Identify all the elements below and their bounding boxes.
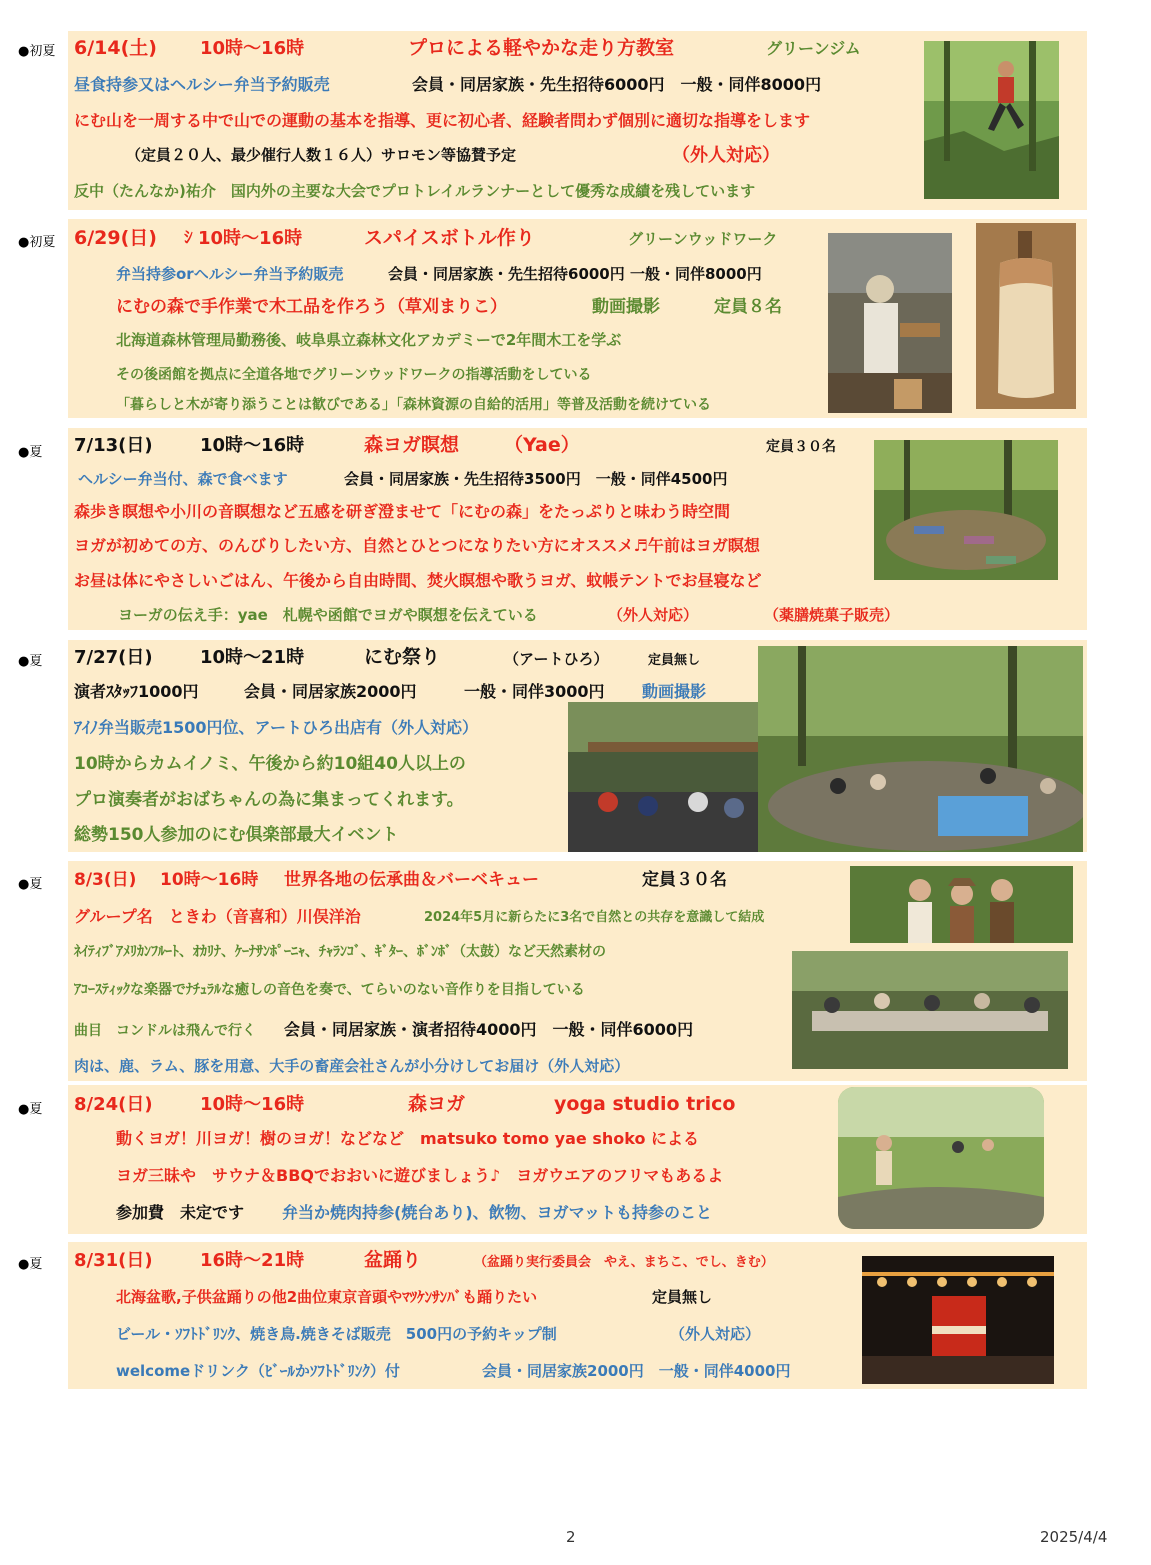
event-line: 昼食持参又はヘルシー弁当予約販売 <box>74 75 330 94</box>
event-line: にむの森で手作業で木工品を作ろう（草刈まりこ） <box>116 297 507 317</box>
event-date: 7/13(日) <box>74 435 153 456</box>
event-line: ヨガが初めての方、のんびりしたい方、自然とひとつになりたい方にオススメ♬午前はヨガ瞑想 <box>74 536 760 555</box>
event-line: ヘルシー弁当付、森で食べます <box>78 470 288 488</box>
event-title: 森ヨガ <box>408 1093 466 1115</box>
event-block <box>68 428 1087 630</box>
festival-crowd-photo <box>758 646 1083 852</box>
event-time: 10時～16時 <box>200 435 305 456</box>
season-label: ●初夏 <box>18 235 56 250</box>
event-block <box>68 1242 1087 1389</box>
event-line: ヨーガの伝え手：yae 札幌や函館でヨガや瞑想を伝えている <box>118 606 538 624</box>
season-label: ●夏 <box>18 1102 43 1117</box>
event-line: 動くヨガ！川ヨガ！樹のヨガ！などなど matsuko tomo yae shoko による <box>116 1129 700 1148</box>
event-note: （外人対応） <box>670 1325 761 1343</box>
event-note: 2024年5月に新らたに3名で自然との共存を意識して結成 <box>424 910 765 925</box>
event-block <box>68 640 1087 852</box>
spice-bottle-photo <box>976 223 1076 409</box>
event-line: にむ山を一周する中で山での運動の基本を指導、更に初心者、経験者問わず個別に適切な指導をします <box>74 111 811 130</box>
event-line: 参加費 未定です <box>116 1203 245 1222</box>
event-block <box>68 1085 1087 1234</box>
event-title: プロによる軽やかな走り方教室 <box>408 37 675 59</box>
event-line: 肉は、鹿、ラム、豚を用意、大手の畜産会社さんが小分けしてお届け（外人対応） <box>74 1057 630 1075</box>
event-capacity: 定員３０名 <box>642 870 727 890</box>
event-line: 総勢150人参加のにむ倶楽部最大イベント <box>74 825 399 845</box>
event-note: 弁当か焼肉持参(焼台あり)、飲物、ヨガマットも持参のこと <box>282 1203 712 1222</box>
season-label: ●夏 <box>18 654 43 669</box>
event-line: 曲目 コンドルは飛んで行く <box>74 1023 256 1039</box>
event-line: 森歩き瞑想や小川の音瞑想など五感を研ぎ澄ませて「にむの森」をたっぷりと味わう時空間 <box>74 502 731 521</box>
event-date: 8/24(日) <box>74 1094 153 1115</box>
season-label: ●初夏 <box>18 44 56 59</box>
festival-stage-photo <box>568 702 760 852</box>
event-note: 動画撮影 <box>642 682 707 701</box>
event-line: 反中（たんなか)祐介 国内外の主要な大会でプロトレイルランナーとして優秀な成績を残しています <box>74 182 756 200</box>
event-host: yoga studio trico <box>554 1093 736 1115</box>
season-label: ●夏 <box>18 1257 43 1272</box>
event-date: 8/3(日) <box>74 870 137 890</box>
event-host: グリーンジム <box>766 39 861 58</box>
river-yoga-photo <box>838 1087 1044 1229</box>
event-note: （外人対応） <box>608 606 699 624</box>
event-mark: ｼ <box>184 228 193 248</box>
event-line: グループ名 ときわ（音喜和）川俣洋治 <box>74 907 361 926</box>
event-capacity: 定員無し <box>648 653 701 668</box>
event-date: 6/14(土) <box>74 37 157 59</box>
event-line: ｱｺｰｽﾃｨｯｸな楽器でﾅﾁｭﾗﾙな癒しの音色を奏で、てらいのない音作りを目指している <box>74 982 585 998</box>
event-block <box>68 861 1087 1081</box>
season-label: ●夏 <box>18 445 43 460</box>
event-line: 北海盆歌,子供盆踊りの他2曲位東京音頭やﾏﾂｹﾝｻﾝﾊﾞも踊りたい <box>116 1288 538 1306</box>
event-price: 会員・同居家族2000円 <box>244 682 417 701</box>
document-date: 2025/4/4 <box>1040 1528 1108 1546</box>
event-note: （外人対応） <box>672 145 780 166</box>
event-host: （盆踊り実行委員会 やえ、まちこ、でし、きむ） <box>474 1255 774 1270</box>
event-line: プロ演奏者がおばちゃんの為に集まってくれます。 <box>74 790 464 810</box>
event-note: （薬膳焼菓子販売） <box>764 606 900 624</box>
event-date: 8/31(日) <box>74 1250 153 1271</box>
event-line: （定員２０人、最少催行人数１６人）サロモン等協賛予定 <box>126 146 517 164</box>
event-price: 一般・同伴3000円 <box>464 682 605 701</box>
event-title: 盆踊り <box>364 1249 422 1271</box>
event-price: 会員・同居家族2000円 一般・同伴4000円 <box>482 1362 791 1380</box>
event-time: 10時～16時 <box>198 228 303 249</box>
event-line: 「暮らしと木が寄り添うことは歓びである」「森林資源の自給的活用」等普及活動を続けている <box>116 397 711 413</box>
event-host: （アートひろ） <box>504 650 609 668</box>
event-host: グリーンウッドワーク <box>628 230 778 248</box>
event-capacity: 定員３０名 <box>766 439 836 455</box>
event-line: ﾈｲﾃｨﾌﾞｱﾒﾘｶﾝﾌﾙｰﾄ、ｵｶﾘﾅ、ｹｰﾅｻﾝﾎﾟｰﾆｬ、ﾁｬﾗﾝｺﾞ、ｷﾞﾀｰ、ﾎﾞﾝﾎﾞ（太鼓）など天然素材の <box>74 944 606 960</box>
trail-runner-photo <box>924 41 1059 199</box>
event-line: ビール・ｿﾌﾄﾄﾞﾘﾝｸ、焼き鳥.焼きそば販売 500円の予約キップ制 <box>116 1325 557 1343</box>
bon-odori-photo <box>862 1256 1054 1384</box>
event-title: にむ祭り <box>364 646 441 668</box>
woodworking-photo <box>828 233 952 413</box>
event-line: 弁当持参orヘルシー弁当予約販売 <box>116 265 344 283</box>
event-block <box>68 31 1087 210</box>
event-block <box>68 219 1087 418</box>
event-time: 10時～21時 <box>200 647 305 668</box>
event-capacity: 定員無し <box>652 1288 713 1306</box>
event-price: 会員・同居家族・先生招待6000円 一般・同伴8000円 <box>412 75 822 94</box>
event-line: 10時からカムイノミ、午後から約10組40人以上の <box>74 754 466 774</box>
musicians-photo <box>850 866 1073 943</box>
event-time: 16時～21時 <box>200 1250 305 1271</box>
event-time: 10時～16時 <box>200 38 305 59</box>
event-line: ヨガ三昧や サウナ＆BBQでおおいに遊びましょう♪ ヨガウエアのフリマもあるよ <box>116 1166 724 1185</box>
event-note: 動画撮影 <box>592 297 660 317</box>
event-time: 10時～16時 <box>160 870 259 890</box>
event-price: 会員・同居家族・演者招待4000円 一般・同伴6000円 <box>284 1020 694 1039</box>
bbq-photo <box>792 951 1068 1069</box>
event-line: その後函館を拠点に全道各地でグリーンウッドワークの指導活動をしている <box>116 367 592 383</box>
event-title: 世界各地の伝承曲＆バーベキュー <box>284 870 539 890</box>
event-capacity: 定員８名 <box>714 297 782 317</box>
event-host: （Yae） <box>504 434 580 456</box>
event-line: お昼は体にやさしいごはん、午後から自由時間、焚火瞑想や歌うヨガ、蚊帳テントでお昼寝など <box>74 571 762 590</box>
forest-yoga-photo <box>874 440 1058 580</box>
event-date: 6/29(日) <box>74 227 157 249</box>
event-time: 10時～16時 <box>200 1094 305 1115</box>
event-title: スパイスボトル作り <box>364 227 535 249</box>
event-date: 7/27(日) <box>74 647 153 668</box>
event-price: 会員・同居家族・先生招待6000円 一般・同伴8000円 <box>388 265 762 283</box>
event-line: welcomeドリンク（ﾋﾞｰﾙかｿﾌﾄﾄﾞﾘﾝｸ）付 <box>116 1362 400 1380</box>
event-title: 森ヨガ瞑想 <box>364 434 460 456</box>
page-number: 2 <box>566 1528 576 1546</box>
event-price: 会員・同居家族・先生招待3500円 一般・同伴4500円 <box>344 470 728 488</box>
event-line: ｱｲﾉ弁当販売1500円位、アートひろ出店有（外人対応） <box>74 718 479 737</box>
event-price: 演者ｽﾀｯﾌ1000円 <box>74 682 199 701</box>
event-line: 北海道森林管理局勤務後、岐阜県立森林文化アカデミーで2年間木工を学ぶ <box>116 331 622 349</box>
season-label: ●夏 <box>18 877 43 892</box>
